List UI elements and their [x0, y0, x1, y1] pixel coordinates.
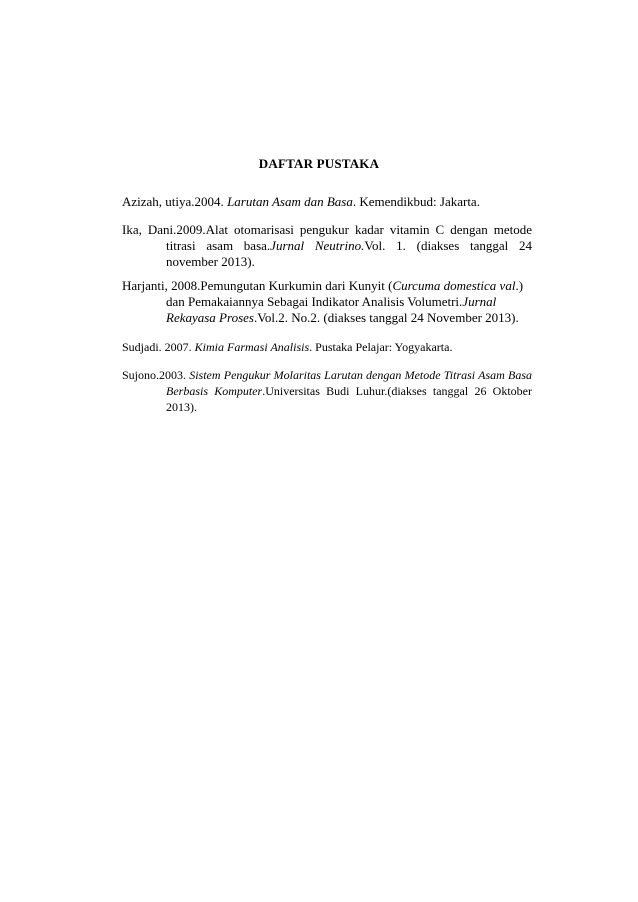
reference-author-year: Azizah, utiya.2004. [122, 194, 228, 209]
reference-journal: Jurnal Neutrino. [270, 238, 365, 253]
reference-author-title: Ika, Dani.2009.Alat otomarisasi pengukur kadar vitamin C dengan metode titrasi asam basa. [122, 222, 532, 253]
page-title: DAFTAR PUSTAKA [258, 156, 380, 171]
reference-volume: .Vol.2. No.2. (diakses tanggal 24 November 2013). [253, 310, 519, 325]
reference-publisher: .Universitas Budi Luhur.(diakses tanggal 26 Oktober 2013). [166, 384, 533, 414]
reference-title-rest: .) dan Pemakaiannya Sebagai Indikator Analisis Volumetri. [166, 278, 524, 309]
reference-publisher: . Kemendikbud: Jakarta. [352, 194, 480, 209]
reference-volume: Vol. 1. (diakses tanggal 24 november 2013). [166, 238, 533, 269]
reference-species: Curcuma domestica val [392, 278, 516, 293]
reference-author-year: Sujono.2003. [122, 368, 190, 382]
reference-journal: Jurnal Rekayasa Proses [166, 294, 497, 325]
reference-author-year: Sudjadi. 2007. [122, 340, 195, 354]
reference-publisher: . Pustaka Pelajar: Yogyakarta. [309, 340, 453, 354]
reference-item [122, 278, 532, 326]
reference-title: Kimia Farmasi Analisis [194, 340, 310, 354]
reference-list [122, 194, 532, 415]
reference-author-title: Harjanti, 2008.Pemungutan Kurkumin dari Kunyit ( [122, 278, 393, 293]
reference-item [122, 367, 532, 415]
reference-item [122, 222, 532, 270]
reference-item [122, 194, 532, 210]
reference-item [122, 339, 532, 355]
reference-title: Sistem Pengukur Molaritas Larutan dengan Metode Titrasi Asam Basa Berbasis Komputer [166, 368, 532, 398]
reference-title: Larutan Asam dan Basa [227, 194, 353, 209]
